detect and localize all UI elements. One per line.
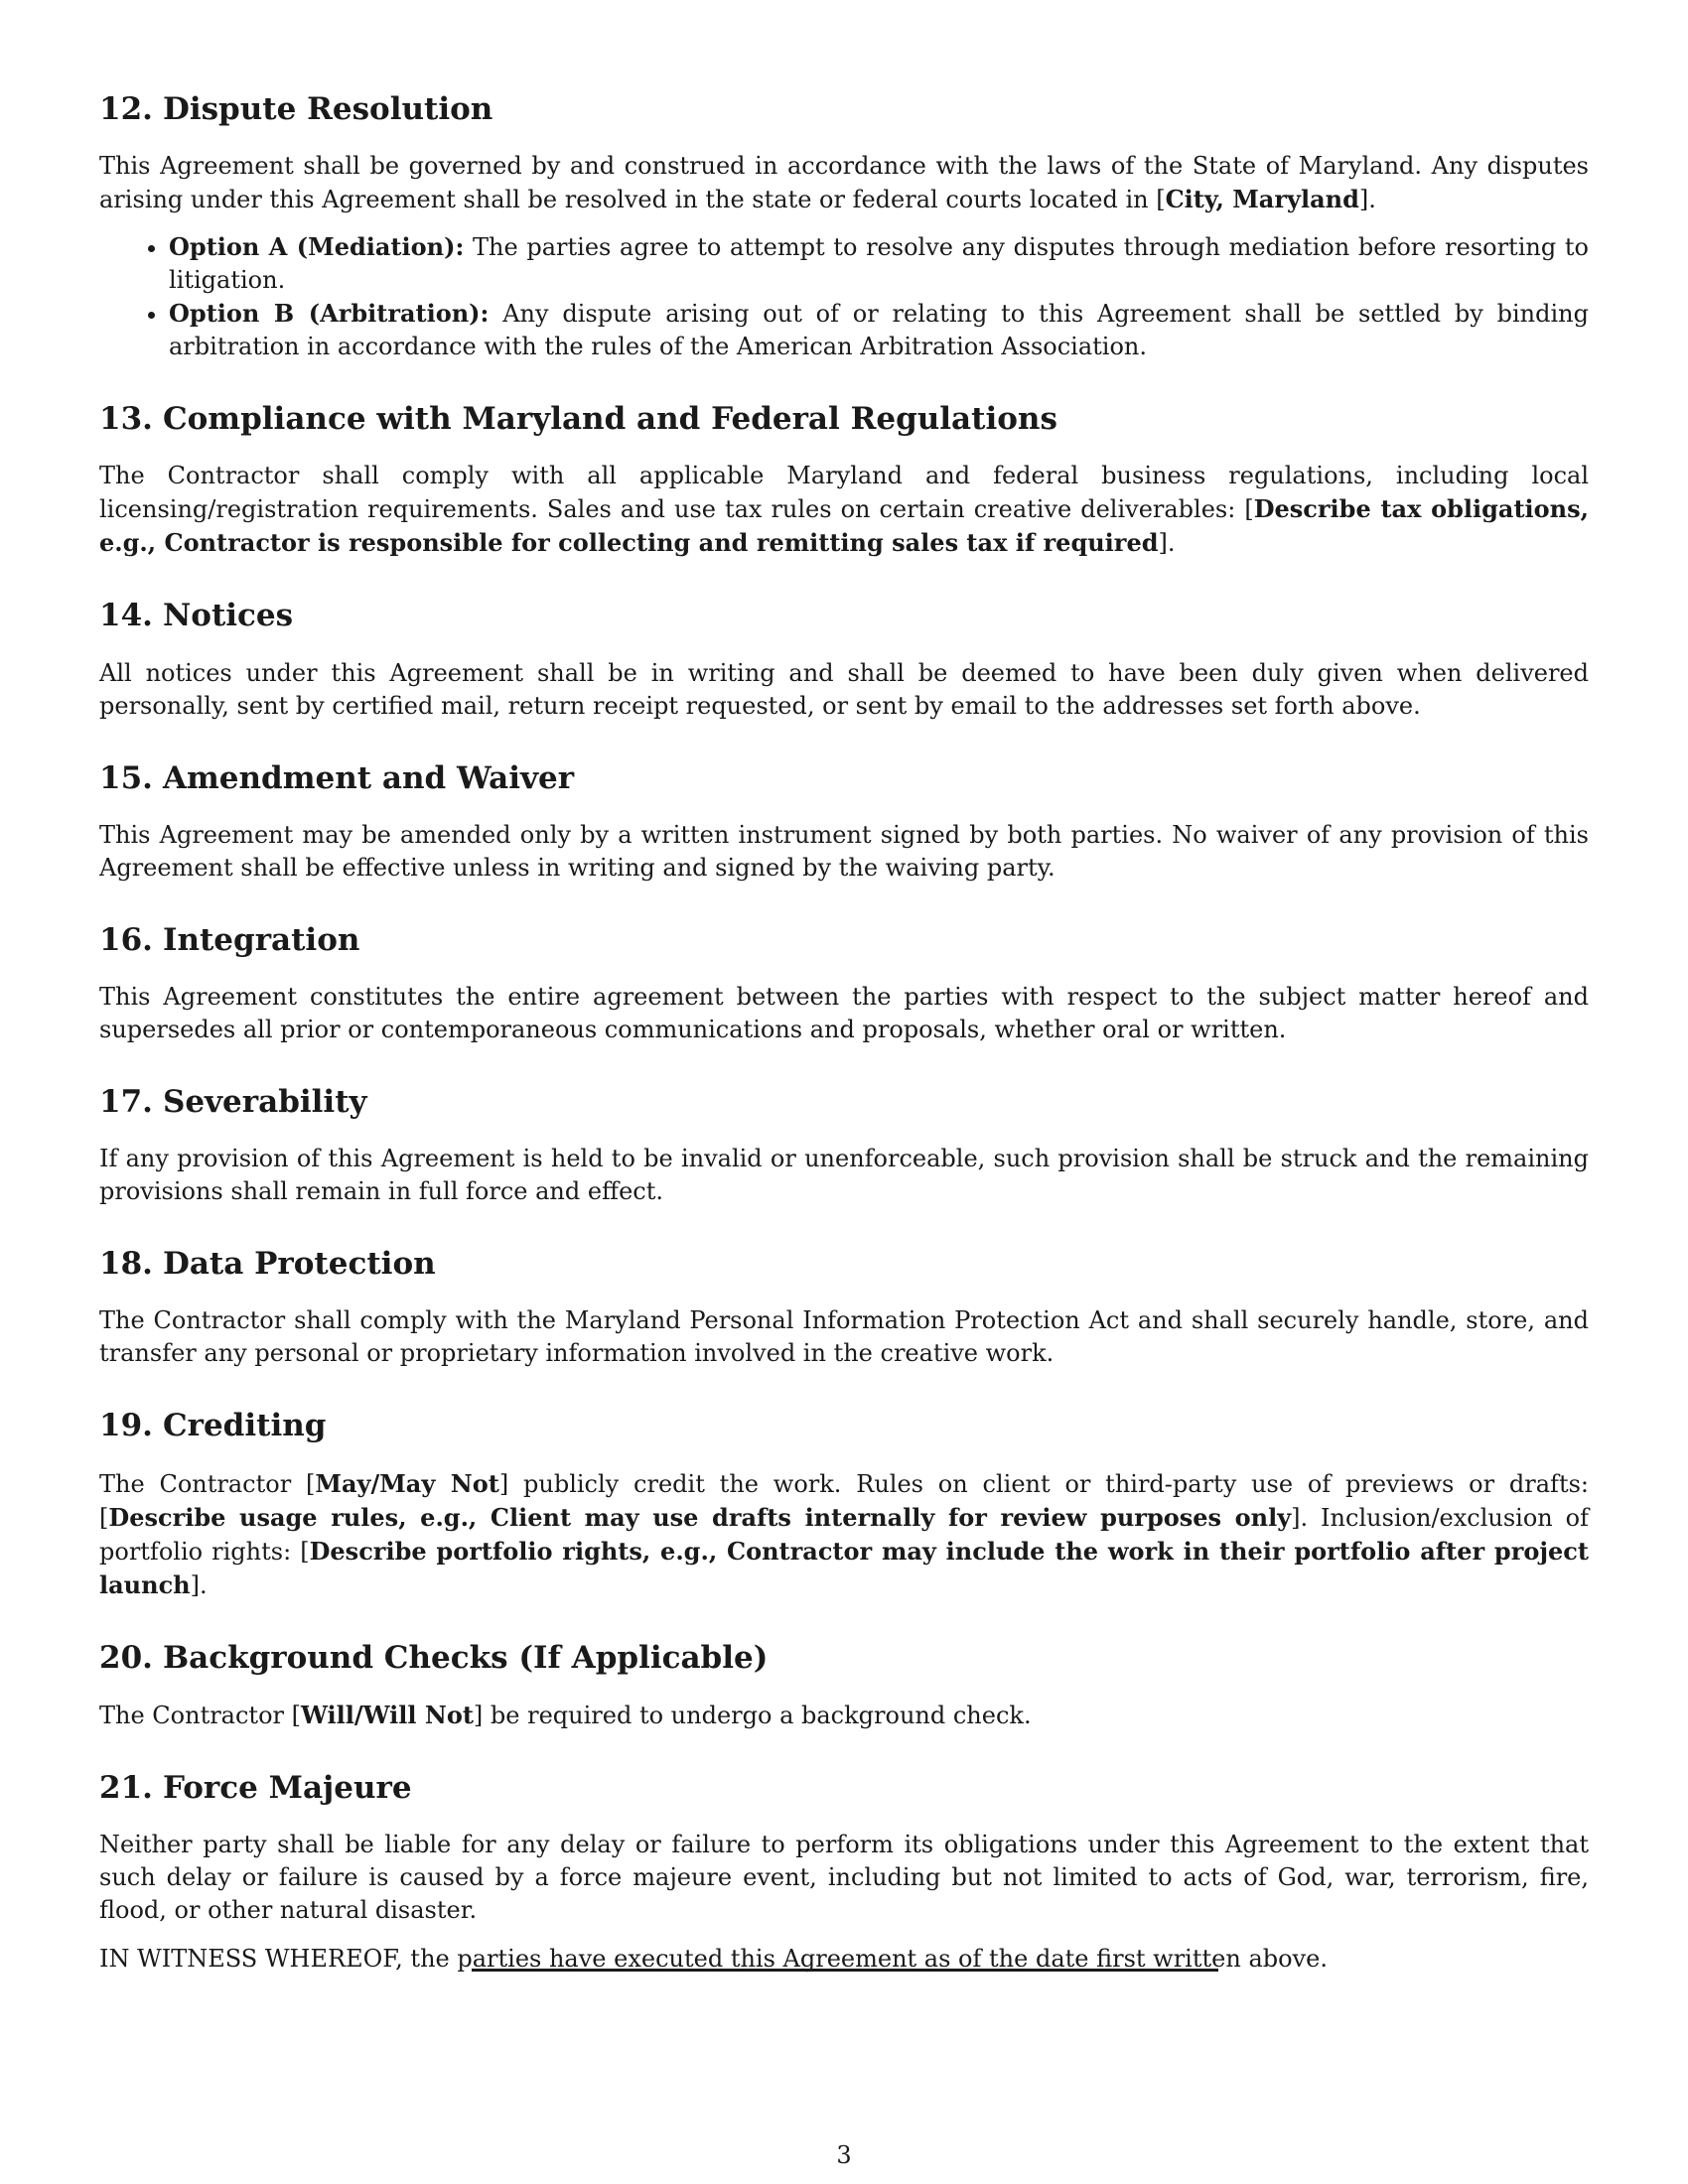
section-body: If any provision of this Agreement is held to be invalid or unenforceable, such provision shall be struck and the remaining provisions shall remain in full force and effect. [99, 1145, 1589, 1206]
section-heading: 13. Compliance with Maryland and Federal Regulations [99, 401, 1057, 438]
section-force-majeure [99, 1770, 1589, 1976]
section-body: This Agreement may be amended only by a written instrument signed by both parties. No waiver of any provision of this Agreement shall be effective unless in writing and signed by the waiving party. [99, 820, 1589, 882]
signature-line [472, 1969, 1218, 1972]
section-body: The Contractor [Will/Will Not] be required to undergo a background check. [99, 1700, 1032, 1729]
section-heading: 15. Amendment and Waiver [99, 759, 575, 796]
section-body: This Agreement shall be governed by and construed in accordance with the laws of the State of Maryland. Any disputes arising under this Agreement shall be resolved in the state or federal courts located in [City, Maryland]. [99, 152, 1589, 214]
section-heading: 12. Dispute Resolution [99, 91, 493, 127]
section-integration [99, 922, 1589, 1046]
list-item-option-a: • Option A (Mediation): The parties agree to attempt to resolve any disputes through mediation before resorting to litigation. [169, 230, 1589, 297]
section-amendment-waiver [99, 760, 1589, 885]
section-compliance [99, 401, 1589, 560]
document-page [99, 91, 1589, 2013]
section-dispute-resolution [99, 91, 1589, 363]
section-body: The Contractor shall comply with all applicable Maryland and federal business regulations, including local licensing/registration requirements. Sales and use tax rules on certain creative deliverables: [Describe tax obligations, e.g., Contractor is responsible for collecting and remitting sales tax if required]. [99, 462, 1589, 558]
section-notices [99, 598, 1589, 722]
section-body: The Contractor [May/May Not] publicly credit the work. Rules on client or third-party use of previews or drafts: [Describe usage rules, e.g., Client may use drafts internally for review purposes only]. Inclusion/exclusion of portfolio rights: [Describe portfolio rights, e.g., Contractor may include the work in their portfolio after project launch]. [99, 1468, 1589, 1599]
options-list [99, 230, 1589, 363]
section-heading: 19. Crediting [99, 1408, 327, 1444]
witness-clause: IN WITNESS WHEREOF, the parties have executed this Agreement as of the date first written above. [99, 1944, 1328, 1973]
section-body: This Agreement constitutes the entire agreement between the parties with respect to the subject matter hereof and supersedes all prior or contemporaneous communications and proposals, whether oral or written. [99, 982, 1589, 1043]
section-body: The Contractor shall comply with the Maryland Personal Information Protection Act and shall securely handle, store, and transfer any personal or proprietary information involved in the creative work. [99, 1306, 1589, 1368]
section-heading: 20. Background Checks (If Applicable) [99, 1639, 769, 1676]
section-heading: 17. Severability [99, 1083, 367, 1120]
section-severability [99, 1084, 1589, 1208]
section-background-checks [99, 1640, 1589, 1732]
section-crediting [99, 1408, 1589, 1601]
section-heading: 16. Integration [99, 921, 360, 958]
section-heading: 18. Data Protection [99, 1246, 436, 1283]
section-data-protection [99, 1246, 1589, 1370]
section-body: Neither party shall be liable for any delay or failure to perform its obligations under this Agreement to the extent that such delay or failure is caused by a force majeure event, including but not limited to acts of God, war, terrorism, fire, flood, or other natural disaster. [99, 1830, 1589, 1924]
section-heading: 14. Notices [99, 598, 294, 634]
section-body: All notices under this Agreement shall be in writing and shall be deemed to have been duly given when delivered personally, sent by certified mail, return receipt requested, or sent by email to the addresses set forth above. [99, 658, 1589, 720]
page-number: 3 [836, 2141, 852, 2169]
section-heading: 21. Force Majeure [99, 1769, 412, 1806]
list-item-option-b: • Option B (Arbitration): Any dispute arising out of or relating to this Agreement shall be settled by binding arbitration in accordance with the rules of the American Arbitration Association. [169, 297, 1589, 363]
